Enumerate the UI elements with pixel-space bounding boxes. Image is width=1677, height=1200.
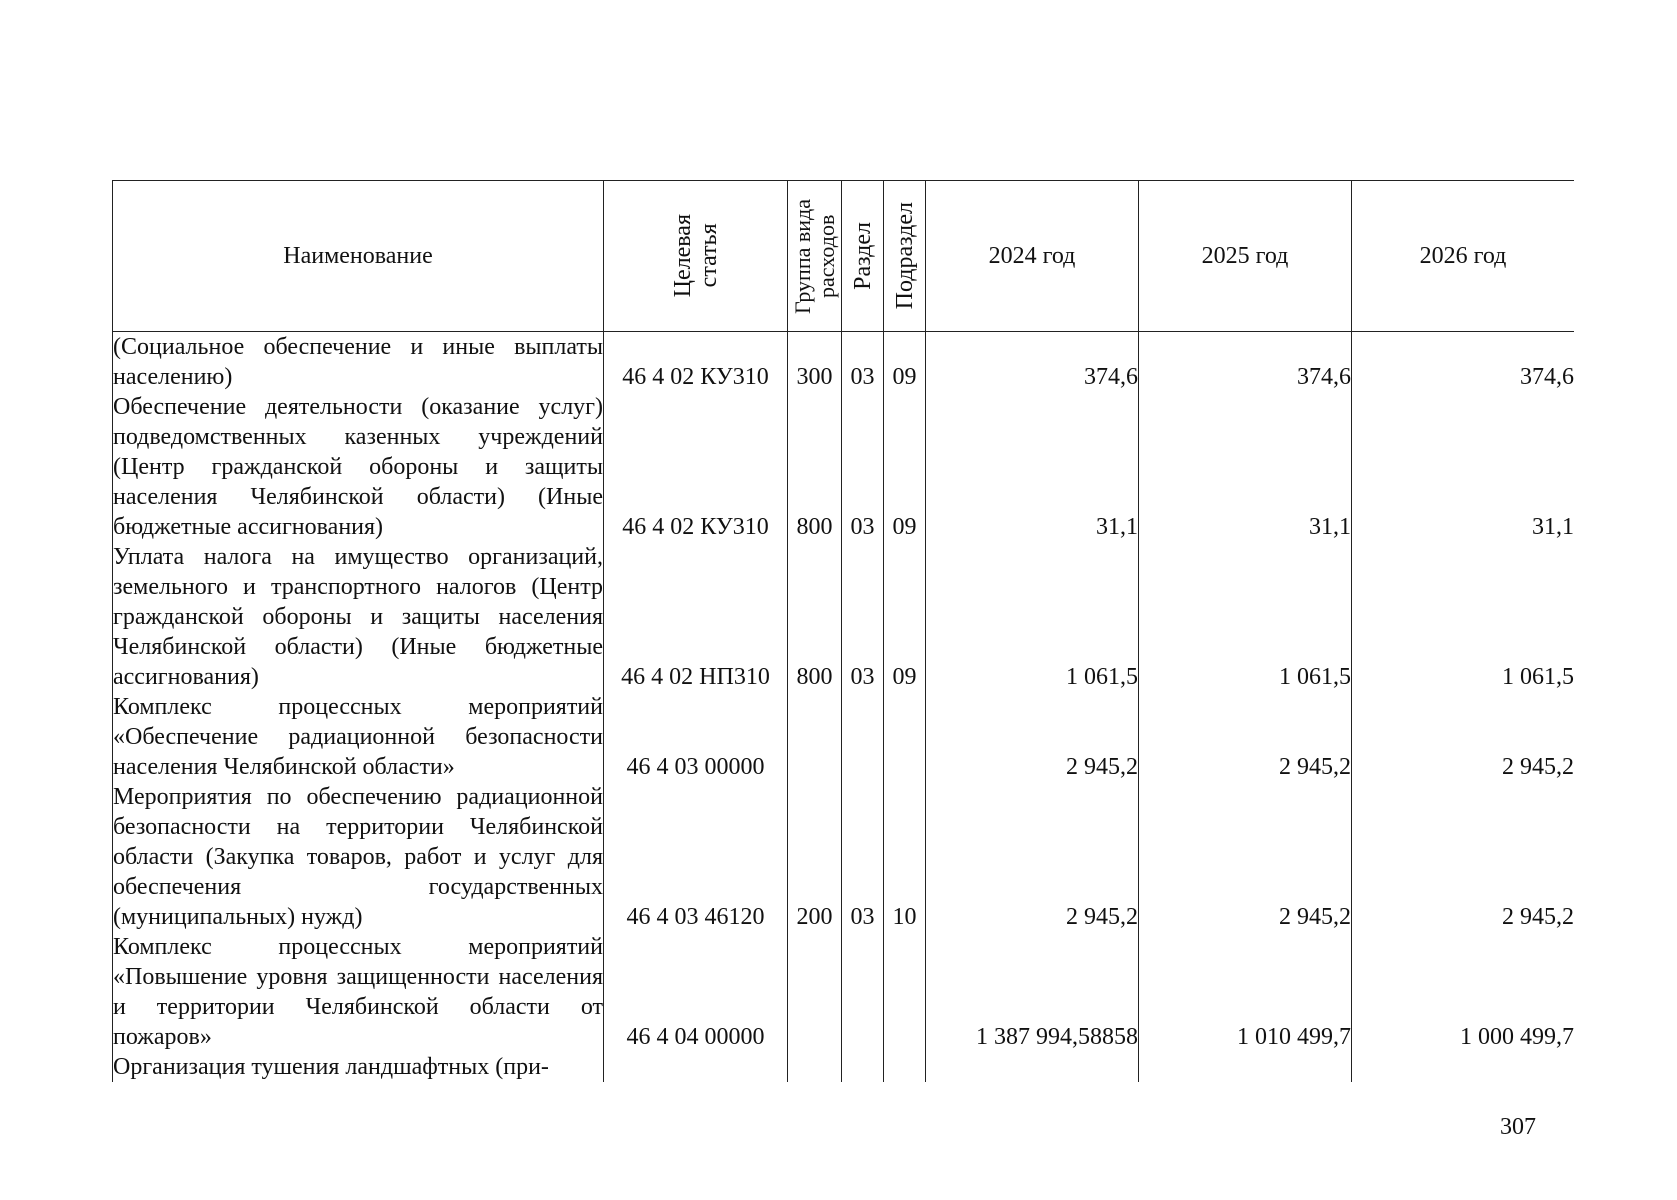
header-year-2026: 2026 год	[1352, 181, 1575, 332]
row-amount-2026: 374,6	[1352, 332, 1575, 393]
row-name: Комплекс процессных мероприятий «Повышение уровня защищенности населения и территории Челябинской области от пожаров»	[113, 934, 603, 1050]
row-subsection: 10	[884, 782, 926, 932]
table-row	[113, 932, 1575, 1052]
table-row	[113, 392, 1575, 542]
row-amount-2024: 2 945,2	[926, 782, 1139, 932]
row-subsection	[884, 932, 926, 1052]
row-amount-2024: 1 387 994,58858	[926, 932, 1139, 1052]
row-target-article	[604, 1052, 788, 1082]
row-amount-2025: 1 010 499,7	[1139, 932, 1352, 1052]
row-expense-group: 800	[788, 542, 842, 692]
table-row	[113, 332, 1575, 393]
row-amount-2025: 2 945,2	[1139, 692, 1352, 782]
row-amount-2025	[1139, 1052, 1352, 1082]
row-amount-2026	[1352, 1052, 1575, 1082]
table-row	[113, 1052, 1575, 1082]
row-amount-2026: 1 061,5	[1352, 542, 1575, 692]
row-subsection: 09	[884, 392, 926, 542]
row-amount-2025: 31,1	[1139, 392, 1352, 542]
row-name: Обеспечение деятельности (оказание услуг) подведомственных казенных учреждений (Центр гражданской обороны и защиты населения Челябинской области) (Иные бюджетные ассигнования)	[113, 394, 603, 540]
row-name: Комплекс процессных мероприятий «Обеспечение радиационной безопасности населения Челябинской области»	[113, 694, 603, 780]
row-target-article: 46 4 02 НП310	[604, 542, 788, 692]
row-section: 03	[842, 782, 884, 932]
row-amount-2024: 2 945,2	[926, 692, 1139, 782]
row-expense-group: 800	[788, 392, 842, 542]
header-name: Наименование	[113, 181, 604, 332]
table-row	[113, 692, 1575, 782]
header-group-line2: расходов	[813, 214, 839, 298]
row-expense-group: 300	[788, 332, 842, 393]
row-subsection	[884, 692, 926, 782]
row-amount-2024	[926, 1052, 1139, 1082]
row-name: (Социальное обеспечение и иные выплаты населению)	[113, 332, 604, 393]
row-subsection: 09	[884, 332, 926, 393]
row-amount-2026: 2 945,2	[1352, 782, 1575, 932]
header-target-line2: статья	[695, 224, 722, 288]
header-row	[113, 181, 1575, 332]
row-section	[842, 932, 884, 1052]
row-amount-2024: 374,6	[926, 332, 1139, 393]
header-section	[842, 181, 884, 332]
row-section	[842, 1052, 884, 1082]
document-frame	[112, 180, 1574, 1090]
row-amount-2026: 2 945,2	[1352, 692, 1575, 782]
row-target-article: 46 4 02 КУ310	[604, 332, 788, 393]
header-target-line1: Целевая	[669, 214, 696, 298]
header-expense-group	[788, 181, 842, 332]
header-year-2024: 2024 год	[926, 181, 1139, 332]
row-subsection: 09	[884, 542, 926, 692]
row-target-article: 46 4 02 КУ310	[604, 392, 788, 542]
row-amount-2025: 2 945,2	[1139, 782, 1352, 932]
row-expense-group	[788, 1052, 842, 1082]
row-name: Мероприятия по обеспечению радиационной безопасности на территории Челябинской области (Закупка товаров, работ и услуг для обеспечения государственных (муниципальных) нужд)	[113, 784, 603, 930]
row-amount-2026: 31,1	[1352, 392, 1575, 542]
header-subsection-label: Подраздел	[891, 202, 918, 310]
header-section-label: Раздел	[849, 222, 876, 290]
row-target-article: 46 4 03 00000	[604, 692, 788, 782]
row-name: Организация тушения ландшафтных (при-	[113, 1052, 604, 1082]
page-number: 307	[1500, 1114, 1536, 1140]
row-name: Уплата налога на имущество организаций, земельного и транспортного налогов (Центр гражданской обороны и защиты населения Челябинской области) (Иные бюджетные ассигнования)	[113, 544, 603, 690]
row-section: 03	[842, 332, 884, 393]
row-expense-group	[788, 932, 842, 1052]
row-section	[842, 692, 884, 782]
row-expense-group	[788, 692, 842, 782]
row-amount-2025: 1 061,5	[1139, 542, 1352, 692]
row-section: 03	[842, 392, 884, 542]
row-amount-2024: 31,1	[926, 392, 1139, 542]
header-target-article	[604, 181, 788, 332]
table-row	[113, 782, 1575, 932]
row-subsection	[884, 1052, 926, 1082]
row-amount-2024: 1 061,5	[926, 542, 1139, 692]
header-year-2025: 2025 год	[1139, 181, 1352, 332]
header-group-line1: Группа вида	[789, 198, 815, 314]
table-row	[113, 542, 1575, 692]
row-target-article: 46 4 04 00000	[604, 932, 788, 1052]
row-amount-2025: 374,6	[1139, 332, 1352, 393]
header-subsection	[884, 181, 926, 332]
row-expense-group: 200	[788, 782, 842, 932]
budget-table	[112, 180, 1574, 1082]
row-section: 03	[842, 542, 884, 692]
row-target-article: 46 4 03 46120	[604, 782, 788, 932]
row-amount-2026: 1 000 499,7	[1352, 932, 1575, 1052]
